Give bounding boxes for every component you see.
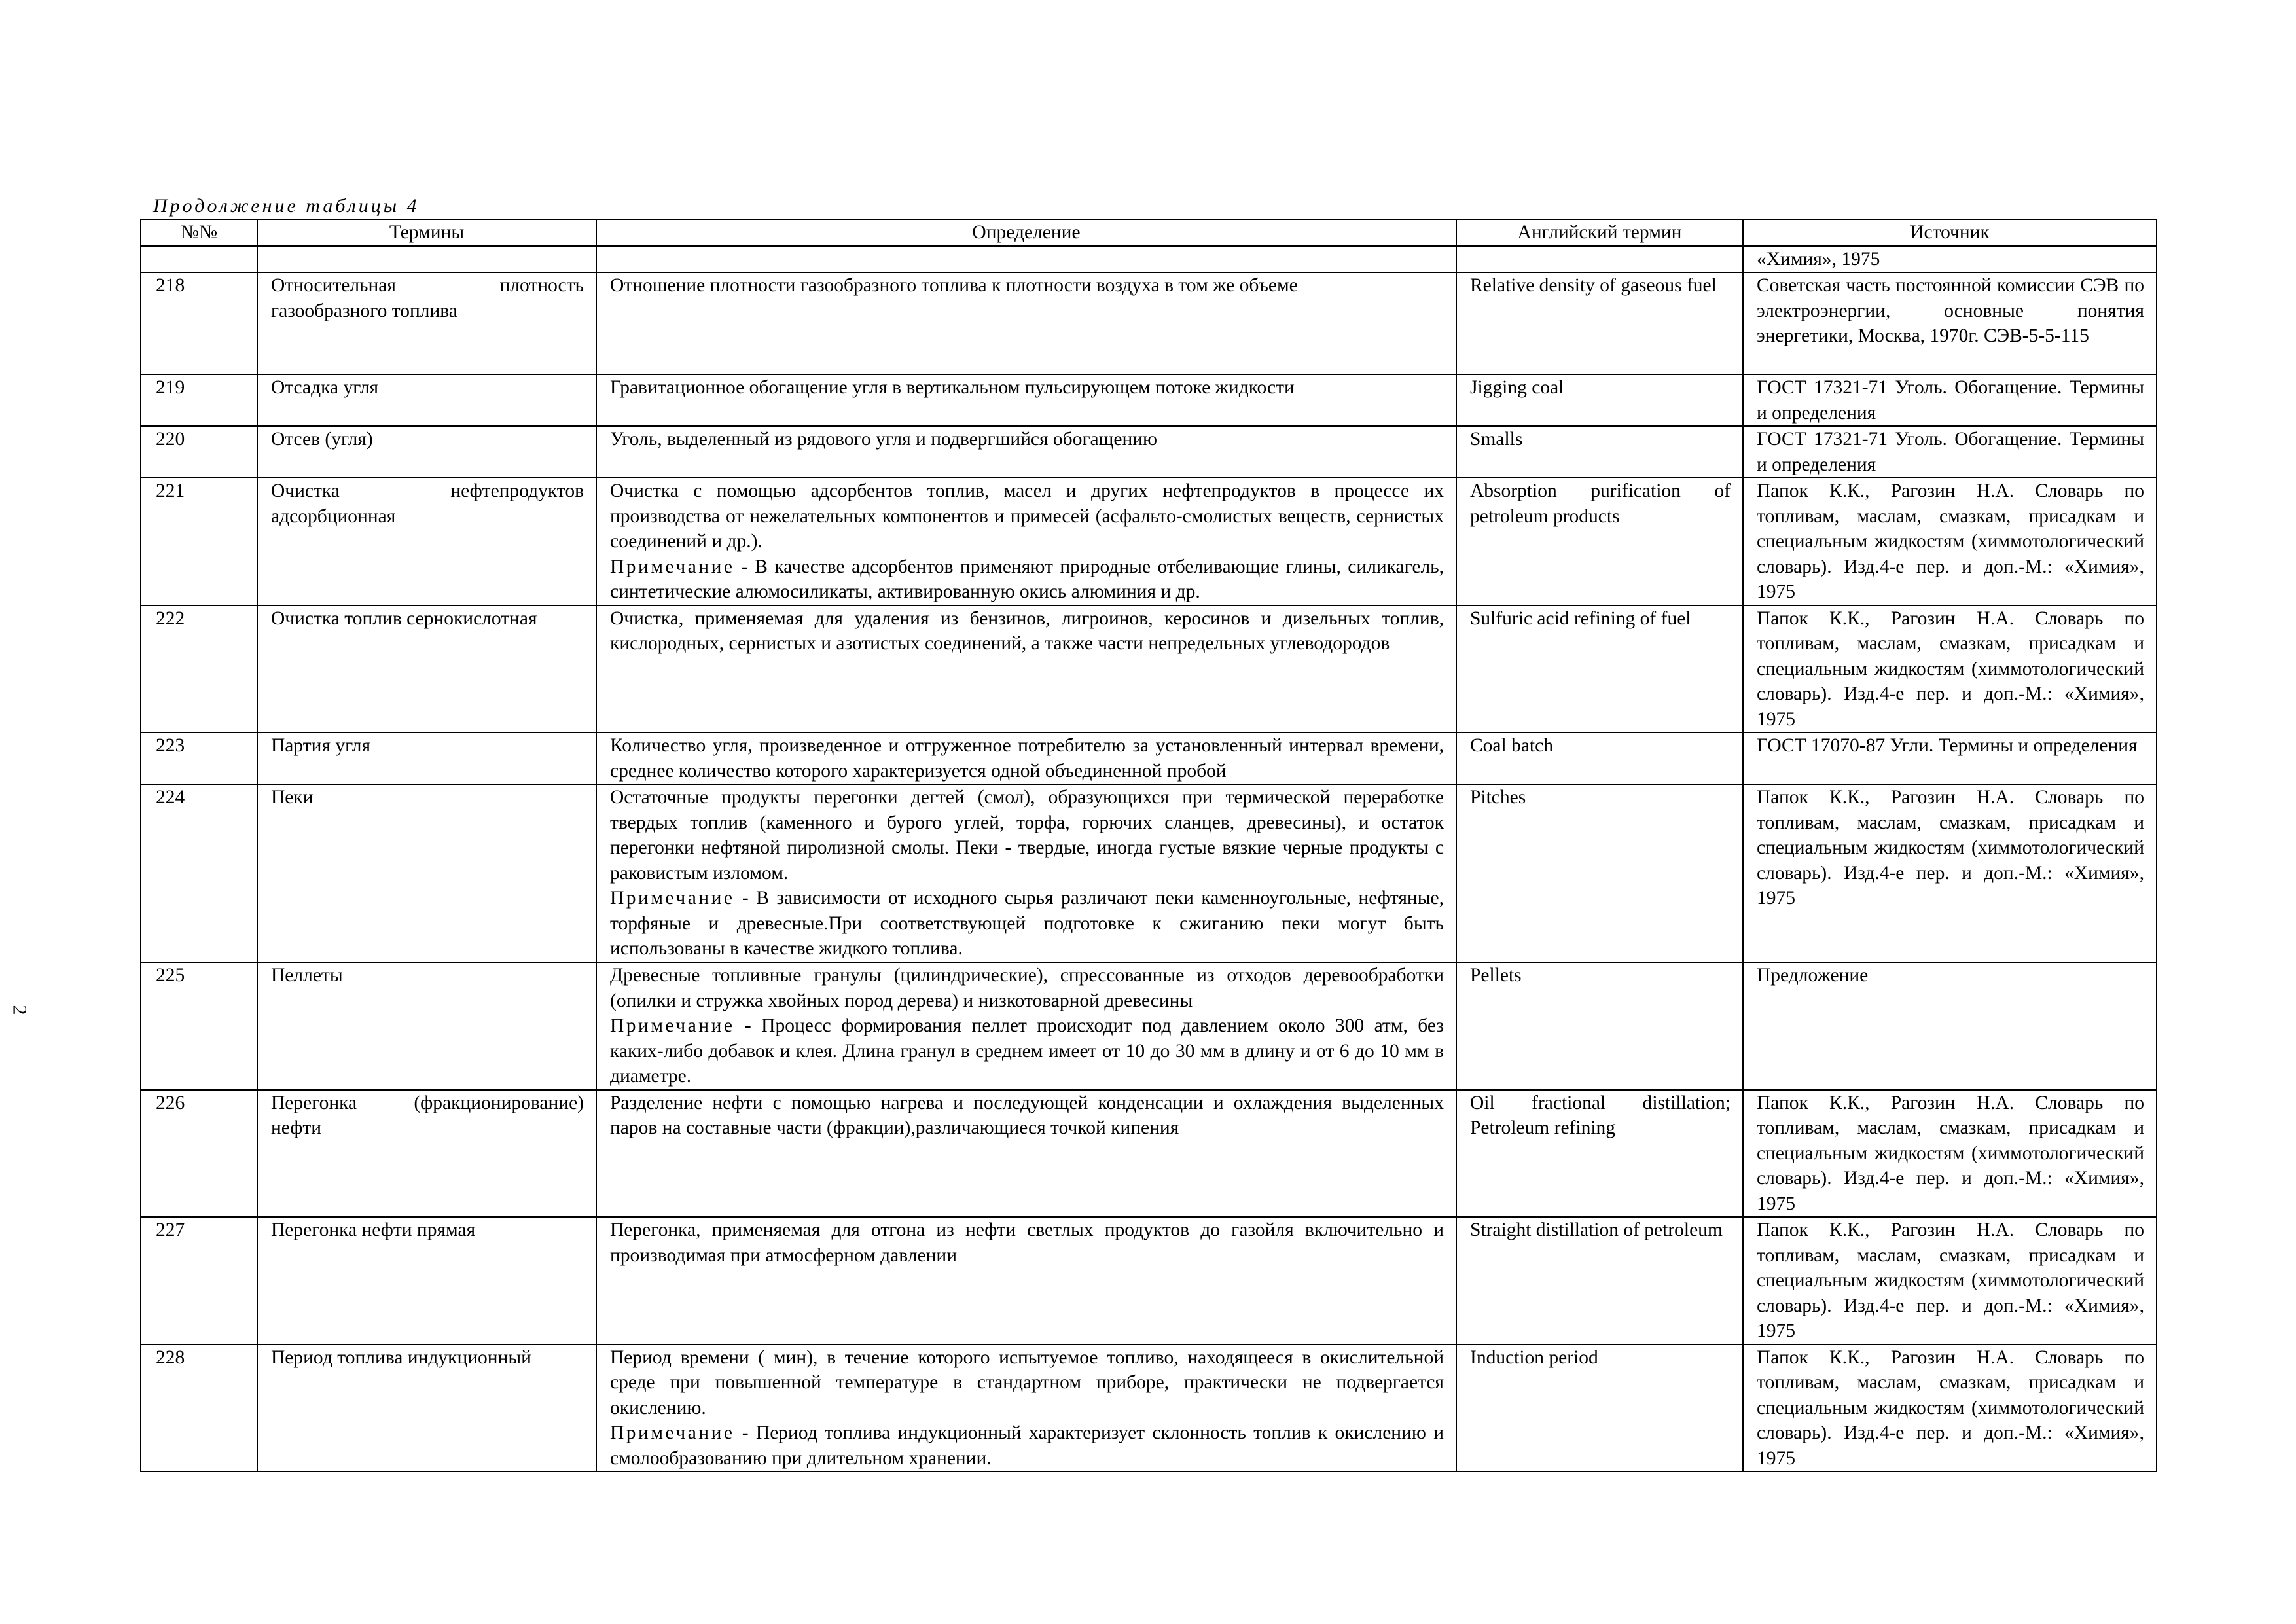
row-english: Straight distillation of petroleum (1456, 1217, 1743, 1344)
definition-text: Количество угля, произведенное и отгруженное потребителю за установленный интервал времени, среднее количество которого характеризуется одной объединенной пробой (610, 735, 1444, 782)
row-definition (596, 784, 1456, 962)
row-term: Перегонка нефти прямая (257, 1217, 596, 1344)
definition-text: Уголь, выделенный из рядового угля и подвергшийся обогащению (610, 429, 1158, 450)
row-term: Относительная плотность газообразного топлива (257, 272, 596, 374)
row-english: Relative density of gaseous fuel (1456, 272, 1743, 374)
note-text: - Период топлива индукционный характеризует склонность топлив к окислению и смолообразованию при длительном хранении. (610, 1422, 1444, 1469)
note-label: Примечание (610, 1422, 735, 1443)
note-label: Примечание (610, 556, 735, 577)
carryover-row (141, 246, 2157, 273)
row-definition (596, 272, 1456, 374)
table-row (141, 426, 2157, 478)
row-source: Папок К.К., Рагозин Н.А. Словарь по топливам, маслам, смазкам, присадкам и специальным жидкостям (химмотологический словарь). Изд.4-е пер. и доп.-М.: «Химия», 1975 (1743, 478, 2157, 605)
definition-text: Отношение плотности газообразного топлива к плотности воздуха в том же объеме (610, 275, 1298, 296)
header-english: Английский термин (1456, 219, 1743, 246)
row-definition (596, 962, 1456, 1090)
row-num: 226 (141, 1090, 257, 1218)
table-row (141, 272, 2157, 374)
row-source: Папок К.К., Рагозин Н.А. Словарь по топливам, маслам, смазкам, присадкам и специальным жидкостям (химмотологический словарь). Изд.4-е пер. и доп.-М.: «Химия», 1975 (1743, 605, 2157, 733)
terms-table (140, 219, 2157, 1472)
carryover-english (1456, 246, 1743, 273)
table-body (141, 246, 2157, 1472)
row-english: Sulfuric acid refining of fuel (1456, 605, 1743, 733)
definition-note (610, 886, 1444, 962)
row-num: 222 (141, 605, 257, 733)
carryover-definition (596, 246, 1456, 273)
row-term: Очистка топлив сернокислотная (257, 605, 596, 733)
row-term: Пеллеты (257, 962, 596, 1090)
definition-note (610, 1420, 1444, 1471)
row-term: Период топлива индукционный (257, 1344, 596, 1472)
carryover-num (141, 246, 257, 273)
row-english: Induction period (1456, 1344, 1743, 1472)
row-english: Coal batch (1456, 732, 1743, 784)
row-term: Отсев (угля) (257, 426, 596, 478)
table-row (141, 1090, 2157, 1218)
table-row (141, 784, 2157, 962)
page-number: 2 (9, 1005, 31, 1015)
row-term: Партия угля (257, 732, 596, 784)
note-label: Примечание (610, 888, 735, 909)
row-source: Предложение (1743, 962, 2157, 1090)
row-english: Absorption purification of petroleum products (1456, 478, 1743, 605)
table-row (141, 1344, 2157, 1472)
carryover-source: «Химия», 1975 (1743, 246, 2157, 273)
definition-text: Очистка, применяемая для удаления из бензинов, лигроинов, керосинов и дизельных топлив, кислородных, сернистых и азотистых соединений, а также части непредельных углеводородов (610, 607, 1444, 654)
definition-note (610, 1013, 1444, 1089)
definition-text: Разделение нефти с помощью нагрева и последующей конденсации и охлаждения выделенных паров на составные части (фракции),различающиеся точкой кипения (610, 1092, 1444, 1138)
row-definition (596, 374, 1456, 426)
header-num: №№ (141, 219, 257, 246)
row-source: ГОСТ 17321-71 Уголь. Обогащение. Термины и определения (1743, 374, 2157, 426)
definition-text: Древесные топливные гранулы (цилиндрические), спрессованные из отходов деревообработки (опилки и стружка хвойных пород дерева) и низкотоварной древесины (610, 965, 1444, 1011)
table-row (141, 962, 2157, 1090)
row-term: Отсадка угля (257, 374, 596, 426)
row-term: Перегонка (фракционирование) нефти (257, 1090, 596, 1218)
header-term: Термины (257, 219, 596, 246)
definition-text: Период времени ( мин), в течение которого испытуемое топливо, находящееся в окислительной среде при повышенной температуре в стандартном приборе, практически не подвергается окислению. (610, 1346, 1444, 1418)
header-definition: Определение (596, 219, 1456, 246)
table-caption: Продолжение таблицы 4 (153, 195, 420, 217)
definition-text: Остаточные продукты перегонки дегтей (смол), образующихся при термической переработке твердых топлив (каменного и бурого углей, торфа, горючих сланцев, древесины), и остаток перегонки нефтяной пиролизной смолы. Пеки - твердые, иногда густые вязкие черные продукты с раковистым изломом. (610, 787, 1444, 884)
row-source: Папок К.К., Рагозин Н.А. Словарь по топливам, маслам, смазкам, присадкам и специальным жидкостям (химмотологический словарь). Изд.4-е пер. и доп.-М.: «Химия», 1975 (1743, 1344, 2157, 1472)
row-source: Советская часть постоянной комиссии СЭВ по электроэнергии, основные понятия энергетики, Москва, 1970г. СЭВ-5-5-115 (1743, 272, 2157, 374)
row-term: Пеки (257, 784, 596, 962)
note-text: - В качестве адсорбентов применяют природные отбеливающие глины, силикагель, синтетические алюмосиликаты, активированную окись алюминия и др. (610, 556, 1444, 602)
row-num: 225 (141, 962, 257, 1090)
note-text: - В зависимости от исходного сырья различают пеки каменноугольные, нефтяные, торфяные и древесные.При соответствующей подготовке к сжиганию пеки могут быть использованы в качестве жидкого топлива. (610, 888, 1444, 959)
row-source: Папок К.К., Рагозин Н.А. Словарь по топливам, маслам, смазкам, присадкам и специальным жидкостям (химмотологический словарь). Изд.4-е пер. и доп.-М.: «Химия», 1975 (1743, 1090, 2157, 1218)
header-row (141, 219, 2157, 246)
row-english: Pellets (1456, 962, 1743, 1090)
definition-note (610, 554, 1444, 605)
row-num: 221 (141, 478, 257, 605)
row-definition (596, 478, 1456, 605)
row-source: ГОСТ 17321-71 Уголь. Обогащение. Термины и определения (1743, 426, 2157, 478)
row-num: 224 (141, 784, 257, 962)
row-term: Очистка нефтепродуктов адсорбционная (257, 478, 596, 605)
row-num: 228 (141, 1344, 257, 1472)
row-definition (596, 732, 1456, 784)
row-english: Jigging coal (1456, 374, 1743, 426)
header-source: Источник (1743, 219, 2157, 246)
table-row (141, 374, 2157, 426)
table-row (141, 605, 2157, 733)
definition-text: Очистка с помощью адсорбентов топлив, масел и других нефтепродуктов в процессе их производства от нежелательных компонентов и примесей (асфальто-смолистых веществ, сернистых соединений и др.). (610, 480, 1444, 552)
table-row (141, 732, 2157, 784)
row-num: 227 (141, 1217, 257, 1344)
carryover-term (257, 246, 596, 273)
row-num: 218 (141, 272, 257, 374)
row-english: Oil fractional distillation; Petroleum refining (1456, 1090, 1743, 1218)
definition-text: Гравитационное обогащение угля в вертикальном пульсирующем потоке жидкости (610, 377, 1295, 398)
note-label: Примечание (610, 1015, 735, 1036)
definition-text: Перегонка, применяемая для отгона из нефти светлых продуктов до газойля включительно и производимая при атмосферном давлении (610, 1219, 1444, 1266)
note-text: - Процесс формирования пеллет происходит под давлением около 300 атм, без каких-либо добавок и клея. Длина гранул в среднем имеет от 10 до 30 мм в длину и от 6 до 10 мм в диаметре. (610, 1015, 1444, 1087)
row-definition (596, 1344, 1456, 1472)
row-source: Папок К.К., Рагозин Н.А. Словарь по топливам, маслам, смазкам, присадкам и специальным жидкостям (химмотологический словарь). Изд.4-е пер. и доп.-М.: «Химия», 1975 (1743, 1217, 2157, 1344)
row-num: 220 (141, 426, 257, 478)
row-num: 219 (141, 374, 257, 426)
row-source: Папок К.К., Рагозин Н.А. Словарь по топливам, маслам, смазкам, присадкам и специальным жидкостям (химмотологический словарь). Изд.4-е пер. и доп.-М.: «Химия», 1975 (1743, 784, 2157, 962)
row-num: 223 (141, 732, 257, 784)
table-row (141, 478, 2157, 605)
row-english: Pitches (1456, 784, 1743, 962)
row-definition (596, 1090, 1456, 1218)
row-definition (596, 1217, 1456, 1344)
row-english: Smalls (1456, 426, 1743, 478)
row-definition (596, 605, 1456, 733)
row-definition (596, 426, 1456, 478)
table-row (141, 1217, 2157, 1344)
row-source: ГОСТ 17070-87 Угли. Термины и определения (1743, 732, 2157, 784)
